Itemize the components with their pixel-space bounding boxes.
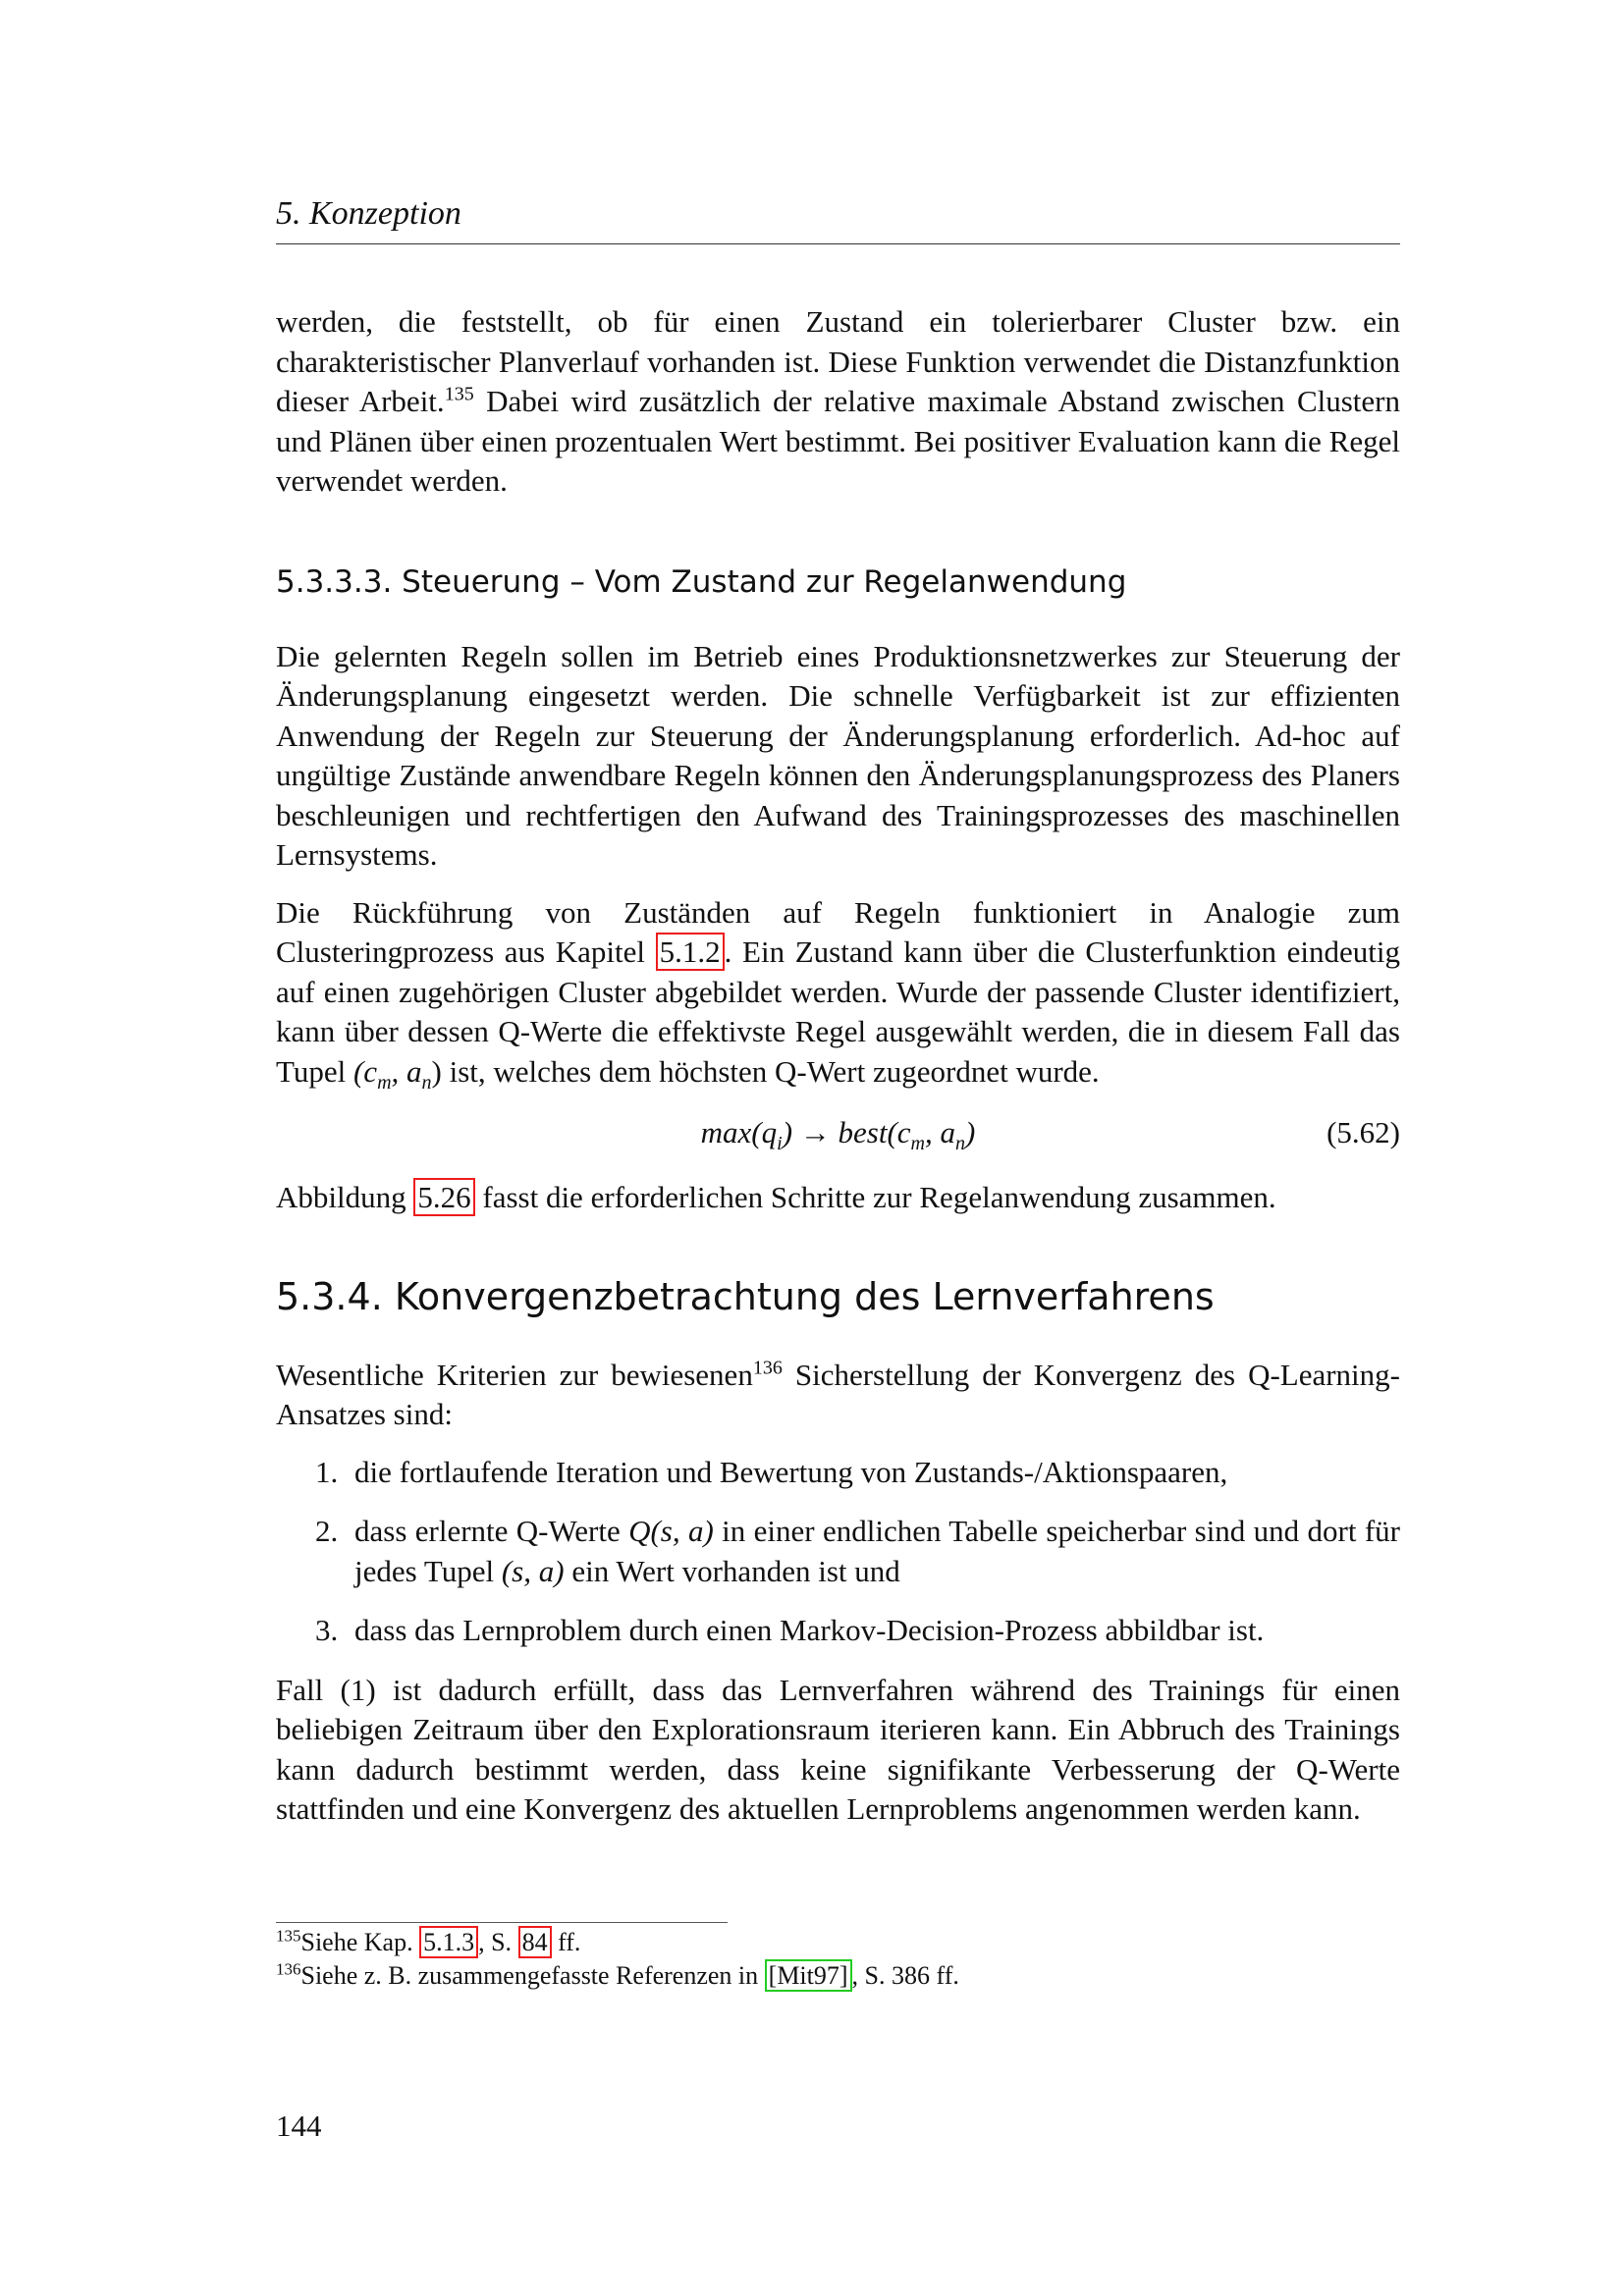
chapter-link-5-1-2[interactable]: 5.1.2 xyxy=(656,933,725,971)
paragraph: Fall (1) ist dadurch erfüllt, dass das Lernverfahren während des Trainings für einen beliebigen Zeitraum über den Explorationsraum iterieren kann. Ein Abbruch des Trainings kann dadurch bestimmt werden, dass keine signifikante Verbesserung der Q-Werte stattfinden und eine Konvergenz des aktuellen Lernproblems angenommen werden kann. xyxy=(276,1672,1400,1826)
intro-paragraph xyxy=(276,302,1400,502)
math-tuple: (s, a) xyxy=(501,1553,565,1588)
section-heading-5-3-4: 5.3.4. Konvergenzbetrachtung des Lernverfahrens xyxy=(276,1274,1215,1318)
equation-body: $\max(q_i)$ → $best(c_m$, $a_n$) xyxy=(700,1115,976,1155)
intro-text: werden, die feststellt, ob für einen Zustand ein tolerierbarer Cluster bzw. ein charakteristischer Planverlauf vorhanden ist. Diese Funktion verwendet die Distanzfunktion dieser Arbeit. xyxy=(276,304,1400,418)
equation-5-62 xyxy=(276,1109,1400,1156)
footnote-135: $^{135}$Siehe Kap. 5.1.3 , S. 84 ff. xyxy=(276,1926,581,1956)
equation-number: (5.62) xyxy=(1326,1115,1400,1149)
section-heading-5-3-3-3: 5.3.3.3. Steuerung – Vom Zustand zur Regelanwendung xyxy=(276,563,1127,600)
page-link-84[interactable]: 84 xyxy=(518,1926,552,1958)
paragraph: Abbildung 5.26 fasst die erforderlichen Schritte zur Regelanwendung zusammen. xyxy=(276,1180,1276,1214)
math-q-value: Q(s, a) xyxy=(628,1514,714,1548)
list-item: 2. dass erlernte Q-Werte Q(s, a) in einer endlichen Tabelle speicherbar sind und dort für jedes Tupel (s, a) ein Wert vorhanden ist und xyxy=(315,1514,1400,1588)
footnote-136: $^{136}$Siehe z. B. zusammengefasste Referenzen in [Mit97] , S. 386 ff. xyxy=(276,1959,959,1990)
footnote-mark-135[interactable]: 135 xyxy=(444,383,474,405)
chapter-link-5-1-3[interactable]: 5.1.3 xyxy=(419,1926,478,1958)
list-item: 3. dass das Lernproblem durch einen Markov-Decision-Prozess abbildbar ist. xyxy=(315,1613,1265,1647)
running-head: 5. Konzeption xyxy=(276,195,461,232)
criteria-list xyxy=(276,1453,1400,1651)
tuple-math: ($c_m$, $a_n$) xyxy=(352,1053,442,1094)
page-number: 144 xyxy=(276,2109,322,2143)
body-text xyxy=(276,302,1400,1830)
header-rule xyxy=(276,243,1400,244)
footnote-rule xyxy=(276,1922,728,1923)
figure-link-5-26[interactable]: 5.26 xyxy=(413,1178,474,1216)
paragraph: Die gelernten Regeln sollen im Betrieb eines Produktionsnetzwerkes zur Steuerung der Änderungsplanung eingesetzt werden. Die schnelle Verfügbarkeit ist zur effizienten Anwendung der Regeln zur Steuerung der Änderungsplanung erforderlich. Ad-hoc auf ungültige Zustände anwendbare Regeln können den Änderungsplanungsprozess des Planers beschleunigen und rechtfertigen den Aufwand des Trainingsprozesses des maschinellen Lernsystems. xyxy=(276,638,1400,872)
citation-link-mit97[interactable]: [Mit97] xyxy=(765,1959,852,1992)
paragraph: Wesentliche Kriterien zur bewiesenen$^{136}$ Sicherstellung der Konvergenz des Q-Learning-Ansatzes sind: xyxy=(276,1357,1400,1431)
paragraph: Die Rückführung von Zuständen auf Regeln funktioniert in Analogie zum Clusteringprozess aus Kapitel 5.1.2 . Ein Zustand kann über die Clusterfunktion eindeutig auf einen zugehörigen Cluster abgebildet werden. Wurde der passende Cluster identifiziert, kann über dessen Q-Werte die effektivste Regel ausgewählt werden, die in diesem Fall das Tupel ($c_m$, $a_n$) ist, welches dem höchsten Q-Wert zugeordnet wurde. xyxy=(276,894,1400,1094)
list-item: 1. die fortlaufende Iteration und Bewertung von Zustands-/Aktionspaaren, xyxy=(315,1454,1228,1489)
footnote-mark-136[interactable]: 136 xyxy=(752,1357,783,1379)
intro-text-continued: Dabei wird zusätzlich der relative maximale Abstand zwischen Clustern und Plänen über einen prozentualen Wert bestimmt. Bei positiver Evaluation kann die Regel verwendet werden. xyxy=(276,384,1400,498)
footnotes xyxy=(276,1926,1400,1993)
